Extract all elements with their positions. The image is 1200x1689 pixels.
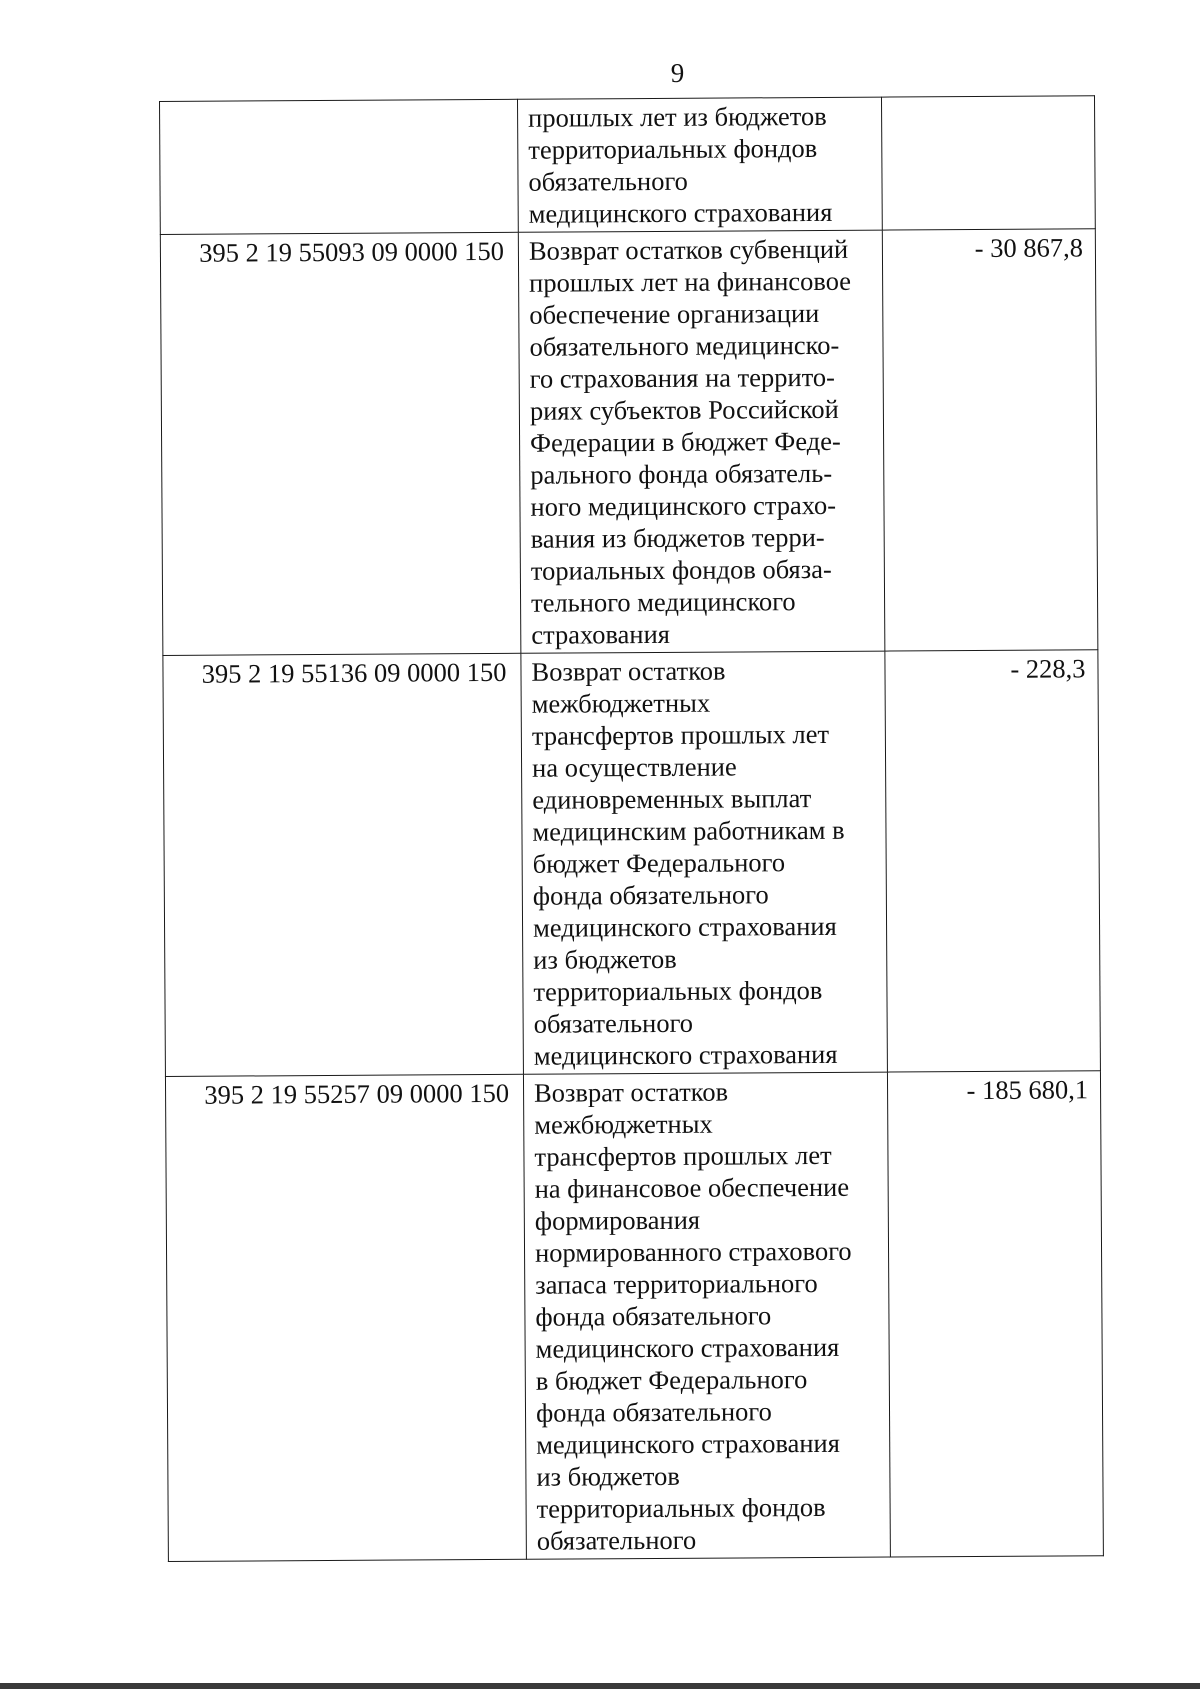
description-cell: [523, 1072, 890, 1559]
description-line: медицинского страхования: [536, 1427, 840, 1460]
budget-code-cell: 395 2 19 55093 09 0000 150: [160, 232, 521, 655]
description-line: ного медицинского страхо-: [530, 489, 837, 522]
budget-code-cell: 395 2 19 55257 09 0000 150: [165, 1074, 526, 1561]
table-row: [163, 650, 1101, 1077]
description-line: межбюджетных: [531, 687, 711, 719]
description-line: на финансовое обеспечение: [534, 1171, 850, 1204]
description-line: ториальных фондов обяза-: [530, 553, 832, 586]
description-line: Федерации в бюджет Феде-: [530, 425, 841, 458]
description-line: нормированного страхового: [534, 1235, 852, 1268]
description-line: обязательного медицинско-: [529, 329, 840, 362]
amount-cell: - 30 867,8: [882, 229, 1098, 651]
table-body: [160, 96, 1104, 1562]
description-line: обязательного: [533, 1007, 694, 1039]
description-line: Возврат остатков: [531, 655, 726, 687]
page-number: 9: [670, 58, 685, 88]
description-line: обеспечение организации: [529, 297, 820, 330]
description-line: го страхования на террито-: [529, 361, 836, 394]
description-line: медицинского страхования: [528, 196, 833, 229]
table-row: [160, 229, 1098, 656]
budget-code-cell: [160, 99, 519, 234]
description-line: формирования: [534, 1204, 701, 1236]
amount-cell: - 185 680,1: [887, 1071, 1103, 1557]
description-cell: [518, 230, 885, 653]
description-line: Возврат остатков: [533, 1076, 729, 1108]
description-line: рального фонда обязатель-: [530, 457, 833, 490]
description-line: запаса территориального: [535, 1267, 818, 1300]
description-line: обязательного: [536, 1524, 697, 1556]
description-line: территориальных фондов: [528, 132, 818, 165]
description-line: бюджет Федерального: [532, 847, 786, 879]
table-row: [165, 1071, 1103, 1562]
budget-code-cell: 395 2 19 55136 09 0000 150: [163, 653, 524, 1076]
description-cell: [517, 97, 882, 232]
budget-table: [159, 95, 1104, 1562]
description-line: прошлых лет на финансовое: [529, 265, 852, 298]
description-line: территориальных фондов: [536, 1491, 826, 1524]
description-line: фонда обязательного: [535, 1396, 772, 1428]
description-line: медицинского страхования: [535, 1331, 840, 1364]
description-line: трансфертов прошлых лет: [531, 718, 830, 751]
description-line: страхования: [531, 618, 671, 650]
description-line: вания из бюджетов терри-: [530, 521, 825, 554]
description-line: тельного медицинского: [530, 586, 796, 618]
description-line: из бюджетов: [536, 1460, 680, 1492]
description-line: фонда обязательного: [532, 879, 769, 911]
page-bottom-edge: [0, 1683, 1200, 1689]
description-line: прошлых лет из бюджетов: [528, 100, 827, 133]
table-row: [160, 96, 1096, 235]
description-line: медицинского страхования: [533, 1038, 838, 1071]
description-line: единовременных выплат: [532, 783, 812, 815]
description-line: фонда обязательного: [535, 1300, 772, 1332]
description-line: трансфертов прошлых лет: [534, 1139, 832, 1172]
description-line: Возврат остатков субвенций: [528, 233, 849, 266]
description-line: на осуществление: [531, 751, 737, 783]
description-line: территориальных фондов: [533, 974, 823, 1007]
description-line: медицинского страхования: [532, 910, 837, 943]
description-line: медицинским работникам в: [532, 814, 845, 847]
description-line: в бюджет Федерального: [535, 1364, 808, 1396]
description-line: из бюджетов: [533, 943, 677, 975]
amount-cell: - 228,3: [885, 650, 1101, 1072]
description-cell: [521, 651, 888, 1074]
description-line: обязательного: [528, 165, 688, 197]
description-line: риях субъектов Российской: [529, 393, 839, 426]
description-line: межбюджетных: [534, 1108, 713, 1140]
amount-cell: [881, 96, 1095, 230]
